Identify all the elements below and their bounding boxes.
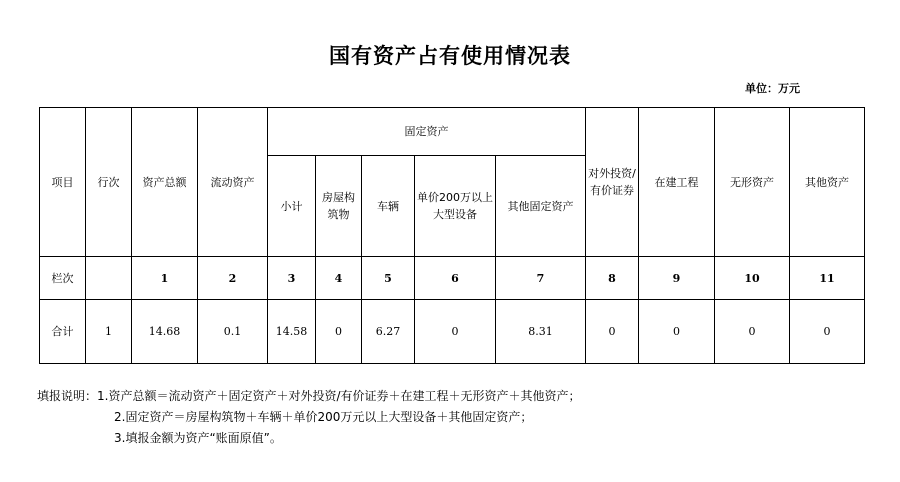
table-cell: 11 — [790, 257, 865, 300]
table-cell: 3 — [268, 257, 316, 300]
page-title: 国有资产占有使用情况表 — [329, 43, 571, 68]
header-vehicle: 车辆 — [362, 156, 415, 257]
table-cell: 0.1 — [198, 300, 268, 364]
header-equipment: 单价200万以上大型设备 — [415, 156, 496, 257]
table-cell: 14.68 — [132, 300, 198, 364]
table-cell: 5 — [362, 257, 415, 300]
header-current: 流动资产 — [198, 108, 268, 257]
table-cell: 6 — [415, 257, 496, 300]
note-line: 3.填报金额为资产“账面原值”。 — [114, 431, 282, 445]
table-cell: 0 — [586, 300, 639, 364]
header-fixed: 固定资产 — [268, 108, 586, 156]
header-total: 资产总额 — [132, 108, 198, 257]
row-label: 栏次 — [40, 257, 86, 300]
table-row — [40, 300, 865, 364]
table-cell: 1 — [86, 300, 132, 364]
table-cell: 10 — [715, 257, 790, 300]
header-construction: 在建工程 — [639, 108, 715, 257]
table-cell: 14.58 — [268, 300, 316, 364]
header-intangible: 无形资产 — [715, 108, 790, 257]
unit-label: 单位：万元 — [745, 82, 800, 95]
table-cell: 0 — [790, 300, 865, 364]
header-other: 其他资产 — [790, 108, 865, 257]
notes — [37, 386, 581, 449]
row-label: 合计 — [40, 300, 86, 364]
table-cell: 6.27 — [362, 300, 415, 364]
table-cell: 1 — [132, 257, 198, 300]
table-cell: 8.31 — [496, 300, 586, 364]
header-building: 房屋构筑物 — [316, 156, 362, 257]
header-row-no: 行次 — [86, 108, 132, 257]
table-cell: 8 — [586, 257, 639, 300]
table-cell: 0 — [316, 300, 362, 364]
header-subtotal: 小计 — [268, 156, 316, 257]
table-cell: 2 — [198, 257, 268, 300]
table-cell: 0 — [415, 300, 496, 364]
note-line: 2.固定资产＝房屋构筑物＋车辆＋单价200万元以上大型设备＋其他固定资产； — [114, 410, 533, 424]
table-cell: 9 — [639, 257, 715, 300]
table-cell: 0 — [639, 300, 715, 364]
table-cell — [86, 257, 132, 300]
table-row — [40, 257, 865, 300]
header-item: 项目 — [40, 108, 86, 257]
header-other-fixed: 其他固定资产 — [496, 156, 586, 257]
notes-label: 填报说明： — [37, 389, 98, 403]
note-line: 1.资产总额＝流动资产＋固定资产＋对外投资/有价证券＋在建工程＋无形资产＋其他资产； — [97, 389, 581, 403]
table-cell: 7 — [496, 257, 586, 300]
table-cell: 0 — [715, 300, 790, 364]
header-investment: 对外投资/有价证券 — [586, 108, 639, 257]
asset-table — [39, 107, 865, 364]
table-cell: 4 — [316, 257, 362, 300]
